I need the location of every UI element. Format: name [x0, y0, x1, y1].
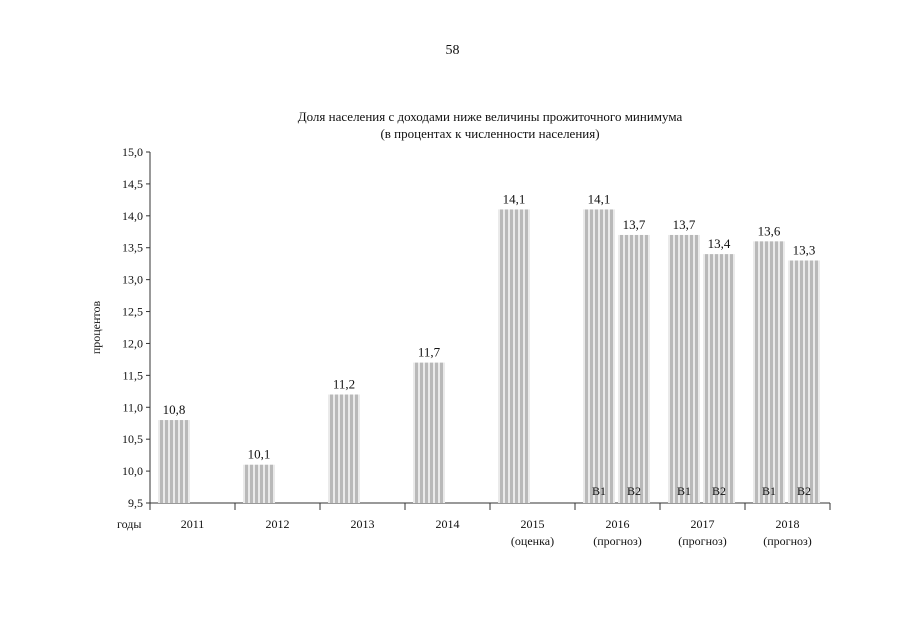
y-tick-label: 13,5: [122, 240, 143, 255]
chart-title-line-2: (в процентах к численности населения): [380, 126, 600, 141]
y-tick-label: 10,5: [122, 432, 143, 447]
x-category-sublabel: (оценка): [510, 534, 555, 548]
x-category-sublabel: (прогноз): [593, 534, 642, 548]
variant-label: В1: [591, 484, 607, 498]
data-label: 10,8: [162, 402, 186, 418]
y-tick-label: 15,0: [122, 145, 143, 159]
data-label: 11,7: [417, 344, 441, 360]
y-tick-label: 13,0: [122, 272, 143, 287]
x-category-label: 2018: [775, 517, 800, 531]
x-category-sublabel: (прогноз): [763, 534, 812, 548]
y-tick-label: 12,5: [122, 304, 143, 319]
x-axis-title: годы: [117, 517, 142, 531]
data-label: 13,7: [672, 216, 696, 232]
data-label: 13,4: [707, 236, 731, 252]
x-category-label: 2011: [180, 517, 205, 531]
bar-b1-2015: [498, 209, 530, 503]
x-category-sublabel: (прогноз): [678, 534, 727, 548]
chart-title-line-1: Доля населения с доходами ниже величины прожиточного минимума: [297, 109, 683, 124]
data-label: 13,6: [757, 223, 781, 239]
bar-b1-2017: [668, 235, 700, 503]
x-category-label: 2012: [265, 517, 290, 531]
y-tick-label: 11,0: [122, 400, 143, 415]
bar-b1-2016: [583, 209, 615, 503]
data-label: 13,7: [622, 216, 646, 232]
x-category-label: 2015: [520, 517, 545, 531]
bar-b1-2012: [243, 465, 275, 503]
bar-b1-2013: [328, 395, 360, 503]
data-label: 11,2: [332, 376, 356, 392]
y-tick-label: 9,5: [128, 496, 143, 510]
x-category-label: 2016: [605, 517, 630, 531]
bar-b2-2017: [703, 254, 735, 503]
variant-label: В1: [676, 484, 692, 498]
bar-b1-2011: [158, 420, 190, 503]
bar-b2-2016: [618, 235, 650, 503]
bar-b1-2018: [753, 241, 785, 503]
data-label: 14,1: [502, 191, 526, 207]
y-tick-label: 14,0: [122, 208, 143, 223]
data-label: 14,1: [587, 191, 611, 207]
page-number: 58: [445, 43, 460, 58]
x-category-label: 2017: [690, 517, 715, 531]
y-tick-label: 12,0: [122, 336, 143, 351]
x-category-label: 2014: [435, 517, 460, 531]
y-tick-label: 10,0: [122, 464, 143, 479]
variant-label: В2: [626, 484, 642, 498]
variant-label: В2: [711, 484, 727, 498]
variant-label: В2: [796, 484, 812, 498]
y-tick-label: 14,5: [122, 176, 143, 191]
x-category-label: 2013: [350, 517, 375, 531]
data-label: 10,1: [247, 446, 271, 462]
bar-b1-2014: [413, 363, 445, 503]
y-axis-title: процентов: [89, 300, 103, 355]
bar-b2-2018: [788, 260, 820, 503]
y-tick-label: 11,5: [122, 368, 143, 383]
data-label: 13,3: [792, 242, 816, 258]
variant-label: В1: [761, 484, 777, 498]
